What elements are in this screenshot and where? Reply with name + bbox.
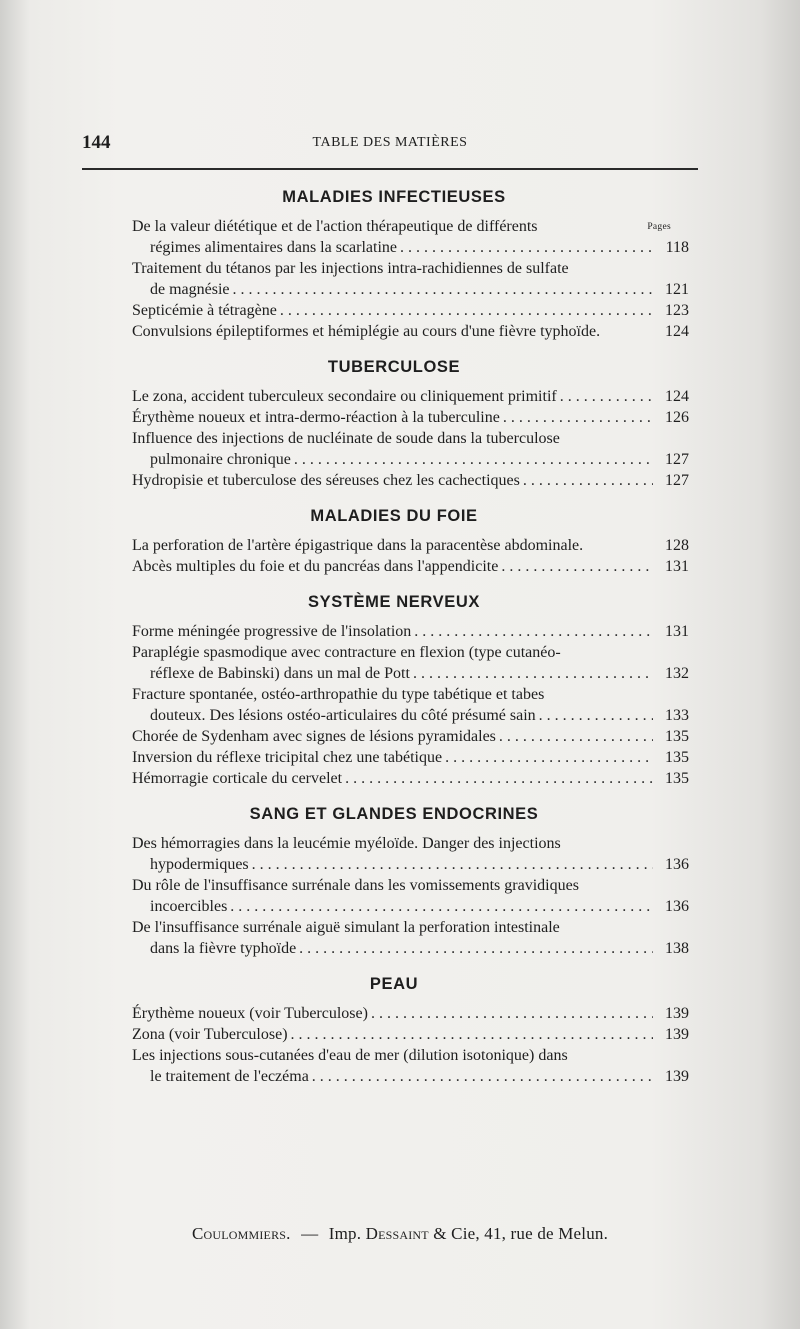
entry-title-line: Paraplégie spasmodique avec contracture en flexion (type cutanéo-: [132, 644, 561, 661]
leader-dots: [345, 768, 653, 789]
toc-entry: [132, 258, 689, 300]
entry-title-end: La perforation de l'artère épigastrique dans la paracentèse abdominale.: [132, 537, 584, 554]
section-title: SANG ET GLANDES ENDOCRINES: [249, 805, 539, 823]
toc-entry: [132, 428, 689, 470]
toc-entry: [132, 300, 689, 321]
entry-page-number: 135: [665, 770, 689, 787]
entry-title-line: Les injections sous-cutanées d'eau de mer (dilution isotonique) dans: [132, 1047, 568, 1064]
entry-page-number: 124: [665, 388, 689, 405]
toc-entry: [132, 642, 689, 684]
entry-title-end: incoercibles: [150, 898, 228, 915]
page-number: 144: [82, 132, 111, 153]
toc-entry: [132, 726, 689, 747]
toc-entry: [132, 875, 689, 917]
entry-page-number: 139: [665, 1026, 689, 1043]
imprint-prefix: Imp.: [328, 1224, 362, 1243]
toc-entry: [132, 386, 689, 407]
entry-title-end: dans la fièvre typhoïde: [150, 940, 297, 957]
leader-dots: [445, 747, 653, 768]
section-title: MALADIES DU FOIE: [310, 507, 478, 525]
toc-entry: [132, 407, 689, 428]
section-title: SYSTÈME NERVEUX: [308, 593, 480, 611]
entry-title-end: Zona (voir Tuberculose): [132, 1026, 288, 1043]
entry-title-end: pulmonaire chronique: [150, 451, 291, 468]
entry-title-line: Traitement du tétanos par les injections intra-rachidiennes de sulfate: [132, 260, 569, 277]
entry-page-number: 131: [665, 558, 689, 575]
entry-title-line: Du rôle de l'insuffisance surrénale dans les vomissements gravidiques: [132, 877, 579, 894]
section-title: PEAU: [369, 975, 419, 993]
entry-title-end: réflexe de Babinski) dans un mal de Pott: [150, 665, 410, 682]
entry-page-number: 124: [665, 323, 689, 340]
leader-dots: [523, 470, 653, 491]
header-rule: [82, 168, 698, 170]
entry-page-number: 139: [665, 1068, 689, 1085]
leader-dots: [230, 896, 653, 917]
pages-column-label: Pages: [647, 222, 671, 232]
leader-dots: [503, 407, 653, 428]
entry-title-line: De la valeur diététique et de l'action thérapeutique de différents: [132, 218, 538, 235]
entry-page-number: 128: [665, 537, 689, 554]
entry-page-number: 131: [665, 623, 689, 640]
entry-page-number: 127: [665, 451, 689, 468]
entry-page-number: 138: [665, 940, 689, 957]
entry-title-end: Érythème noueux et intra-dermo-réaction à la tuberculine: [132, 409, 500, 426]
entry-page-number: 118: [665, 239, 689, 256]
toc-entry: [132, 917, 689, 959]
leader-dots: [294, 449, 653, 470]
entry-title-line: De l'insuffisance surrénale aiguë simulant la perforation intestinale: [132, 919, 560, 936]
entry-title-line: Fracture spontanée, ostéo-arthropathie du type tabétique et tabes: [132, 686, 545, 703]
leader-dots: [312, 1066, 653, 1087]
leader-dots: [501, 556, 653, 577]
leader-dots: [233, 279, 653, 300]
toc-entry: [132, 1024, 689, 1045]
entry-page-number: 136: [665, 898, 689, 915]
toc-entry: [132, 470, 689, 491]
entry-page-number: 139: [665, 1005, 689, 1022]
entry-title-end: de magnésie: [150, 281, 230, 298]
leader-dots: [539, 705, 653, 726]
entry-page-number: 135: [665, 749, 689, 766]
leader-dots: [280, 300, 653, 321]
leader-dots: [291, 1024, 653, 1045]
section-title: TUBERCULOSE: [327, 358, 461, 376]
entry-title-end: Convulsions épileptiformes et hémiplégie au cours d'une fièvre typhoïde.: [132, 323, 601, 340]
entry-title-line: Influence des injections de nucléinate de soude dans la tuberculose: [132, 430, 560, 447]
entry-title-end: hypodermiques: [150, 856, 249, 873]
toc-entry: [132, 1045, 689, 1087]
running-title: TABLE DES MATIÈRES: [312, 135, 468, 150]
toc-entry: [132, 621, 689, 642]
imprint-city: Coulommiers.: [191, 1224, 291, 1243]
entry-title-end: Inversion du réflexe tricipital chez une tabétique: [132, 749, 443, 766]
leader-dots: [414, 621, 653, 642]
entry-title-line: Des hémorragies dans la leucémie myéloïde. Danger des injections: [132, 835, 561, 852]
entry-page-number: 123: [665, 302, 689, 319]
entry-page-number: 126: [665, 409, 689, 426]
table-of-contents: [132, 186, 689, 1087]
entry-title-end: Septicémie à tétragène: [132, 302, 277, 319]
entry-page-number: 133: [665, 707, 689, 724]
imprint-address: & Cie, 41, rue de Melun.: [433, 1224, 609, 1243]
entry-page-number: 135: [665, 728, 689, 745]
leader-dots: [560, 386, 653, 407]
toc-entry: [132, 747, 689, 768]
toc-entry: [132, 535, 689, 556]
leader-dots: [371, 1003, 653, 1024]
toc-entry: [132, 1003, 689, 1024]
entry-title-end: le traitement de l'eczéma: [150, 1068, 309, 1085]
entry-title-end: régimes alimentaires dans la scarlatine: [150, 239, 398, 256]
leader-dots: [413, 663, 653, 684]
toc-entry: [132, 768, 689, 789]
entry-title-end: Érythème noueux (voir Tuberculose): [132, 1005, 368, 1022]
imprint-printer-name: Dessaint: [365, 1224, 429, 1243]
toc-entry: [132, 833, 689, 875]
entry-title-end: Le zona, accident tuberculeux secondaire ou cliniquement primitif: [132, 388, 557, 405]
entry-title-end: douteux. Des lésions ostéo-articulaires du côté présumé sain: [150, 707, 536, 724]
imprint-dash: —: [301, 1224, 319, 1243]
toc-entry: [132, 684, 689, 726]
entry-page-number: 121: [665, 281, 689, 298]
entry-title-end: Chorée de Sydenham avec signes de lésions pyramidales: [132, 728, 496, 745]
section-title: MALADIES INFECTIEUSES: [282, 188, 506, 206]
toc-entry: [132, 556, 689, 577]
entry-title-end: Hydropisie et tuberculose des séreuses chez les cachectiques: [132, 472, 520, 489]
entry-title-end: Forme méningée progressive de l'insolation: [132, 623, 412, 640]
leader-dots: [299, 938, 653, 959]
entry-page-number: 127: [665, 472, 689, 489]
entry-page-number: 132: [665, 665, 689, 682]
leader-dots: [400, 237, 653, 258]
page-header: [82, 132, 698, 154]
leader-dots: [252, 854, 653, 875]
toc-entry: [132, 321, 689, 342]
printer-imprint: [0, 1224, 800, 1244]
entry-title-end: Hémorragie corticale du cervelet: [132, 770, 343, 787]
leader-dots: [499, 726, 653, 747]
entry-page-number: 136: [665, 856, 689, 873]
entry-title-end: Abcès multiples du foie et du pancréas dans l'appendicite: [132, 558, 499, 575]
